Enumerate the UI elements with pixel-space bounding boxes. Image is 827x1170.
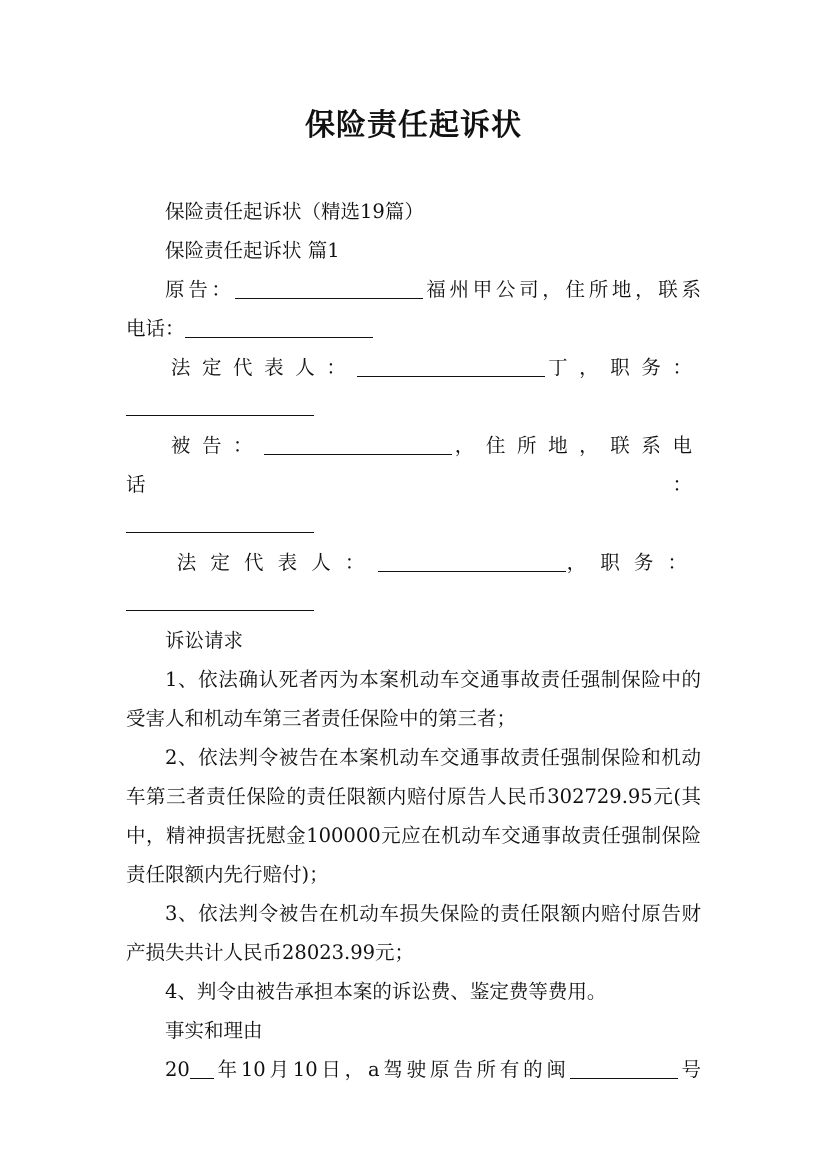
facts-heading: 事实和理由 <box>165 1019 263 1042</box>
claim-2: 2、依法判令被告在本案机动车交通事故责任强制保险和机动车第三者责任保险的责任限额内赔付原告人民币302729.95元(其中，精神损害抚慰金100000元应在机动车交通事故责任强制保险责任限额内先行赔付)； <box>126 746 701 886</box>
defendant-rep-position-blank <box>126 591 314 612</box>
facts-suffix: 号 <box>677 1058 701 1081</box>
plaintiff-blank <box>235 279 423 300</box>
defendant-line <box>126 426 701 504</box>
facts-plate-blank <box>570 1059 678 1080</box>
plaintiff-rep-position-blank <box>126 396 314 417</box>
plaintiff-rep-position-line <box>126 387 701 426</box>
defendant-label: 被告： <box>170 434 265 457</box>
document-body <box>126 192 701 1089</box>
defendant-rep-position-line <box>126 582 701 621</box>
defendant-phone-blank <box>126 513 314 534</box>
plaintiff-phone-label: 电话： <box>126 317 185 340</box>
plaintiff-rep-label: 法定代表人： <box>170 356 358 379</box>
defendant-blank <box>264 435 452 456</box>
defendant-rep-line <box>126 543 701 582</box>
plaintiff-rep-blank <box>357 357 545 378</box>
plaintiff-rep-name: 丁，职务： <box>545 356 701 379</box>
claim-1: 1、依法确认死者丙为本案机动车交通事故责任强制保险中的受害人和机动车第三者责任保险中的第三者； <box>126 668 701 730</box>
claim-4: 4、判令由被告承担本案的诉讼费、鉴定费等费用。 <box>165 980 607 1003</box>
defendant-rep-text: ，职务： <box>566 551 701 574</box>
plaintiff-label: 原告： <box>165 278 235 301</box>
plaintiff-phone-line <box>126 309 701 348</box>
subtitle: 保险责任起诉状（精选19篇） <box>165 200 424 223</box>
document-title: 保险责任起诉状 <box>305 108 522 143</box>
defendant-rep-label: 法定代表人： <box>176 551 379 574</box>
claim-3: 3、依法判令被告在机动车损失保险的责任限额内赔付原告财产损失共计人民币28023.99元； <box>126 902 701 964</box>
plaintiff-line <box>126 270 701 309</box>
claims-heading: 诉讼请求 <box>165 629 244 652</box>
facts-year-prefix: 20 <box>165 1058 190 1081</box>
facts-year-blank <box>190 1059 214 1080</box>
facts-paragraph <box>126 1050 701 1089</box>
section-heading: 保险责任起诉状 篇1 <box>165 239 340 262</box>
defendant-rep-blank <box>378 552 566 573</box>
facts-text: 年10月10日，a驾驶原告所有的闽 <box>213 1058 570 1081</box>
plaintiff-text: 福州甲公司，住所地，联系 <box>422 278 701 301</box>
plaintiff-phone-blank <box>185 318 373 339</box>
plaintiff-rep-line <box>126 348 701 387</box>
defendant-phone-line <box>126 504 701 543</box>
defendant-text: ，住所地，联系电话： <box>126 434 701 496</box>
